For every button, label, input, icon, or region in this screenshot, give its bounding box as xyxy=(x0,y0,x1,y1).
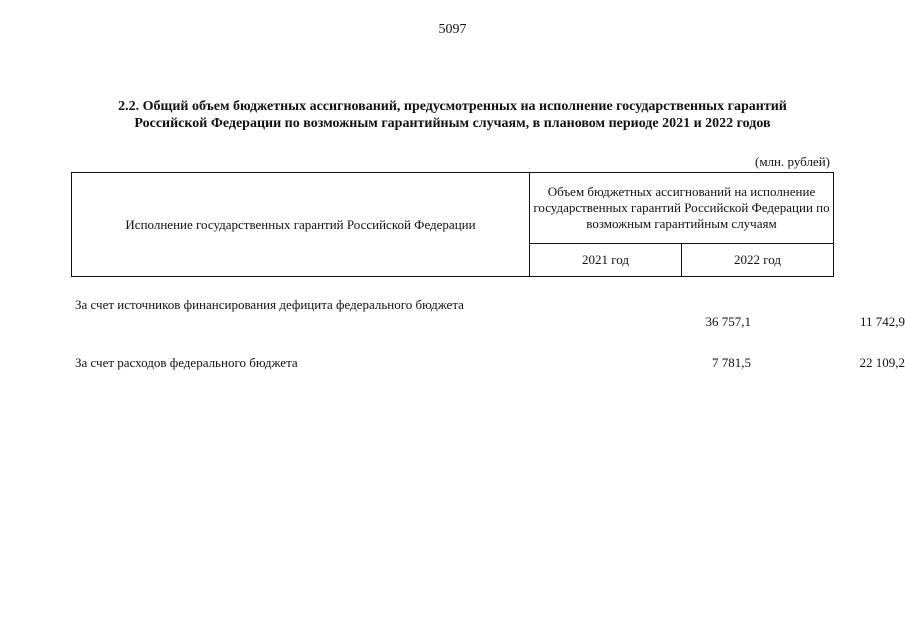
column-header-allocations-group: Объем бюджетных ассигнований на исполнение государственных гарантий Российской Федерации по возможным гарантийным случаям xyxy=(530,173,834,244)
column-header-2021: 2021 год xyxy=(530,244,682,277)
column-header-guarantee-execution: Исполнение государственных гарантий Российской Федерации xyxy=(72,173,530,277)
section-title xyxy=(40,98,865,132)
table-row xyxy=(75,354,905,372)
section-title-line-2: Российской Федерации по возможным гарантийным случаям, в плановом периоде 2021 и 2022 годов xyxy=(134,116,771,131)
value-2021: 36 757,1 xyxy=(705,314,751,329)
row-label: За счет источников финансирования дефицита федерального бюджета xyxy=(75,297,464,312)
page-number: 5097 xyxy=(438,22,467,37)
value-2022: 11 742,9 xyxy=(859,314,905,329)
table-header xyxy=(71,172,834,277)
column-header-2022: 2022 год xyxy=(682,244,834,277)
units-label: (млн. рублей) xyxy=(755,154,830,169)
table-row xyxy=(75,296,905,332)
section-title-line-1: 2.2. Общий объем бюджетных ассигнований, предусмотренных на исполнение государственных гарантий xyxy=(118,99,787,114)
row-label: За счет расходов федерального бюджета xyxy=(75,355,298,370)
value-2021: 7 781,5 xyxy=(712,355,751,370)
value-2022: 22 109,2 xyxy=(859,355,905,370)
